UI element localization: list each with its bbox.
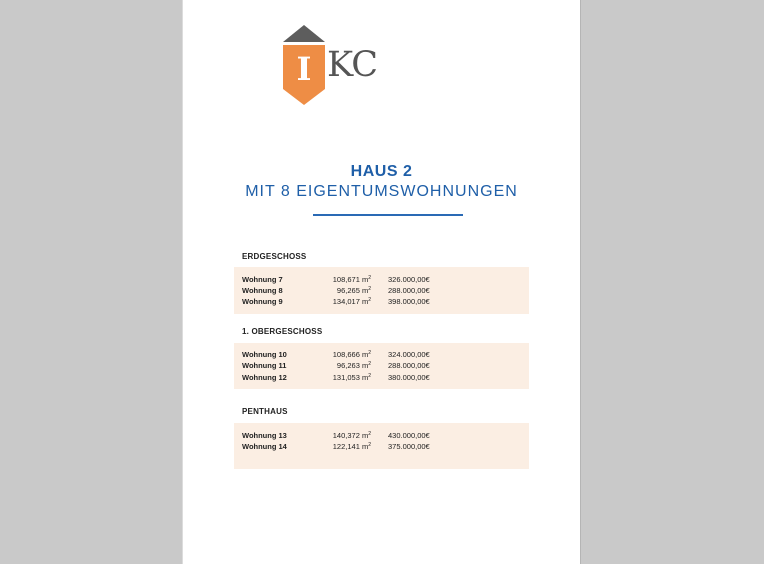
unit-name: Wohnung 8	[242, 286, 283, 295]
unit-area: 108,671 $m^2$	[332, 275, 371, 284]
table-row	[242, 372, 482, 383]
unit-area: 134,017 $m^2$	[332, 297, 371, 306]
unit-name: Wohnung 14	[242, 442, 287, 451]
table-row	[242, 430, 482, 441]
page-subtitle: MIT 8 EIGENTUMSWOHNUNGEN	[245, 183, 518, 200]
unit-area: 108,666 $m^2$	[332, 350, 371, 359]
unit-price: 324.000,00€	[388, 350, 430, 359]
section-label-obergeschoss: 1. OBERGESCHOSS	[242, 327, 323, 336]
unit-area: 122,141 $m^2$	[332, 442, 371, 451]
page-title: HAUS 2	[350, 163, 413, 180]
unit-name: Wohnung 7	[242, 275, 283, 284]
table-row	[242, 360, 482, 371]
table-row	[242, 296, 482, 307]
unit-price: 326.000,00€	[388, 275, 430, 284]
section-label-erdgeschoss: ERDGESCHOSS	[242, 252, 307, 261]
section-label-penthaus: PENTHAUS	[242, 407, 288, 416]
unit-area: 140,372 $m^2$	[332, 431, 371, 440]
table-row	[242, 349, 482, 360]
table-row	[242, 285, 482, 296]
unit-area: 96,263 $m^2$	[336, 361, 371, 370]
table-row	[242, 441, 482, 452]
unit-price: 288.000,00€	[388, 286, 430, 295]
unit-name: Wohnung 12	[242, 373, 287, 382]
unit-price: 375.000,00€	[388, 442, 430, 451]
svg-text:I: I	[296, 50, 312, 88]
logo-wordmark: KC	[327, 45, 377, 85]
unit-price: 288.000,00€	[388, 361, 430, 370]
unit-price: 430.000,00€	[388, 431, 430, 440]
unit-name: Wohnung 11	[242, 361, 287, 370]
table-row	[242, 274, 482, 285]
unit-area: 131,053 $m^2$	[332, 373, 371, 382]
unit-name: Wohnung 13	[242, 431, 287, 440]
unit-name: Wohnung 9	[242, 297, 283, 306]
unit-price: 380.000,00€	[388, 373, 430, 382]
unit-name: Wohnung 10	[242, 350, 287, 359]
unit-area: 96,265 $m^2$	[336, 286, 371, 295]
unit-price: 398.000,00€	[388, 297, 430, 306]
title-divider	[313, 214, 463, 216]
